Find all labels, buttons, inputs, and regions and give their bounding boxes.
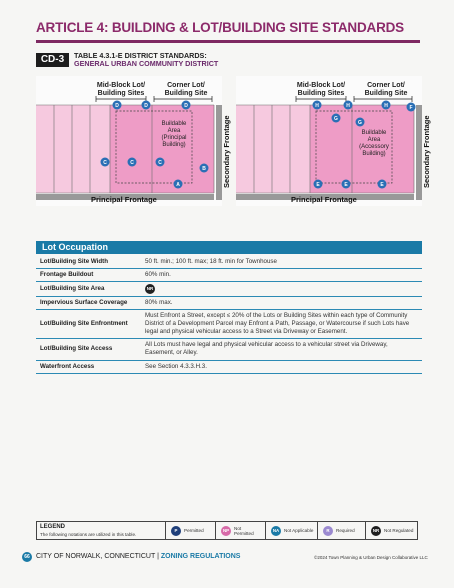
row-value: Must Enfront a Street, except ≤ 20% of the Lots or Building Sites within each type of Community District of a Development Parcel may Enfront a Path, Passage, or Watercourse if such Lots have legal and physical vehicular access to a Street via Driveway or Easement. <box>141 310 422 339</box>
row-value: All Lots must have legal and physical vehicular access to a vehicular street via Driveway, Easement, or Alley. <box>141 339 422 360</box>
article-name: BUILDING & LOT/BUILDING SITE STANDARDS <box>111 20 404 35</box>
buildable-line-1: Buildable <box>361 130 387 136</box>
legend-label: Required <box>336 528 355 534</box>
row-label: Frontage Buildout <box>36 269 141 282</box>
marker-letter: E <box>380 182 384 188</box>
article-prefix: ARTICLE 4: <box>36 20 109 35</box>
marker-letter: C <box>130 160 134 166</box>
corner-label-line-1: Corner Lot/ <box>167 82 205 89</box>
footer-city: CITY OF NORWALK, CONNECTICUT <box>36 553 156 560</box>
marker-letter: F <box>409 105 413 111</box>
row-value: See Section 4.3.3.H.3. <box>141 360 422 373</box>
diagram-principal-building <box>36 76 231 206</box>
standards-table <box>36 256 422 374</box>
footer-section: ZONING REGULATIONS <box>160 553 241 560</box>
legend-item-not-applicable <box>271 525 314 537</box>
legend-divider <box>265 522 266 539</box>
row-label: Lot/Building Site Access <box>36 339 141 360</box>
corner-label-line-2: Building Site <box>164 90 208 97</box>
section-header: Lot Occupation <box>36 241 422 254</box>
row-value: 60% min. <box>141 269 422 282</box>
legend-label: Not Permitted <box>234 525 254 536</box>
legend-item-not-permitted <box>221 525 260 537</box>
table-subtitle: GENERAL URBAN COMMUNITY DISTRICT <box>74 59 219 68</box>
midblock-label-line-2: Building Sites <box>97 90 145 97</box>
legend-dot-nr: NR <box>371 526 381 536</box>
svg-text:Corner Lot/Building Site <box>165 82 208 97</box>
article-title <box>36 20 404 35</box>
svg-text:BuildableArea(PrincipalBuildin <box>161 121 187 148</box>
row-label: Lot/Building Site Area <box>36 282 141 297</box>
marker-letter: B <box>202 166 206 172</box>
title-rule <box>36 40 420 43</box>
buildable-line-2: Area <box>167 128 181 134</box>
corner-lot-highlight <box>110 105 214 193</box>
legend-label: Not Applicable <box>284 528 314 534</box>
district-badge: CD-3 <box>36 53 69 67</box>
buildable-line-3: (Accessory <box>359 144 389 150</box>
table-row <box>36 360 422 373</box>
secondary-frontage-label: Secondary Frontage <box>222 115 231 188</box>
principal-frontage-label: Principal Frontage <box>291 195 357 204</box>
corner-label-line-2: Building Site <box>364 90 408 97</box>
marker-letter: H <box>384 103 388 109</box>
svg-text:Mid-Block Lot/Building Sites <box>97 82 145 97</box>
marker-letter: E <box>344 182 348 188</box>
table-title: TABLE 4.3.1-E DISTRICT STANDARDS: <box>74 51 207 60</box>
marker-letter: G <box>358 120 362 126</box>
legend-divider <box>365 522 366 539</box>
svg-text:Mid-Block Lot/Building Sites <box>297 82 345 97</box>
page-number: 66 <box>22 552 32 562</box>
row-value: 50 ft. min.; 100 ft. max; 18 ft. min for Townhouse <box>141 256 422 269</box>
principal-frontage-label: Principal Frontage <box>91 195 157 204</box>
row-label: Impervious Surface Coverage <box>36 297 141 310</box>
buildable-line-4: Building) <box>362 151 386 157</box>
midblock-label-line-1: Mid-Block Lot/ <box>296 82 346 89</box>
legend <box>36 521 418 540</box>
marker-letter: G <box>334 116 338 122</box>
diagram-accessory-building <box>236 76 431 206</box>
secondary-frontage-label: Secondary Frontage <box>422 115 431 188</box>
corner-label-line-1: Corner Lot/ <box>367 82 405 89</box>
buildable-line-1: Buildable <box>161 121 187 127</box>
table-row <box>36 269 422 282</box>
buildable-line-3: (Principal <box>161 135 187 141</box>
table-row <box>36 282 422 297</box>
footer-left <box>36 553 240 560</box>
legend-title: LEGEND <box>40 524 66 530</box>
legend-divider <box>317 522 318 539</box>
legend-item-required <box>323 525 355 537</box>
table-row <box>36 339 422 360</box>
legend-dot-r: R <box>323 526 333 536</box>
buildable-line-4: Building) <box>162 142 186 148</box>
legend-divider <box>215 522 216 539</box>
marker-letter: H <box>315 103 319 109</box>
legend-note: The following notations are utilized in this table. <box>40 532 137 537</box>
marker-letter: E <box>316 182 320 188</box>
legend-dot-na: NA <box>271 526 281 536</box>
legend-dot-np: NP <box>221 526 231 536</box>
footer-separator: | <box>157 553 159 560</box>
marker-letter: D <box>184 103 188 109</box>
marker-letter: D <box>144 103 148 109</box>
legend-label: Permitted <box>184 528 204 534</box>
footer-copyright: ©2024 Town Planning & Urban Design Collaborative LLC <box>314 555 428 560</box>
legend-item-permitted <box>171 525 204 537</box>
marker-letter: H <box>346 103 350 109</box>
row-value: 80% max. <box>141 297 422 310</box>
legend-label: Not Regulated <box>384 528 414 534</box>
marker-letter: C <box>158 160 162 166</box>
svg-text:Corner Lot/Building Site <box>365 82 408 97</box>
table-row <box>36 297 422 310</box>
table-row <box>36 256 422 269</box>
marker-letter: C <box>103 160 107 166</box>
marker-letter: D <box>115 103 119 109</box>
svg-text:BuildableArea(AccessoryBuildin <box>359 130 389 157</box>
midblock-label-line-2: Building Sites <box>297 90 345 97</box>
table-row <box>36 310 422 339</box>
buildable-line-2: Area <box>367 137 381 143</box>
legend-item-not-regulated <box>371 525 414 537</box>
legend-dot-p: P <box>171 526 181 536</box>
row-value <box>141 282 422 297</box>
legend-divider <box>165 522 166 539</box>
nr-badge: NR <box>145 284 155 294</box>
midblock-label-line-1: Mid-Block Lot/ <box>96 82 146 89</box>
marker-letter: A <box>176 182 180 188</box>
row-label: Lot/Building Site Width <box>36 256 141 269</box>
row-label: Waterfront Access <box>36 360 141 373</box>
row-label: Lot/Building Site Enfrontment <box>36 310 141 339</box>
